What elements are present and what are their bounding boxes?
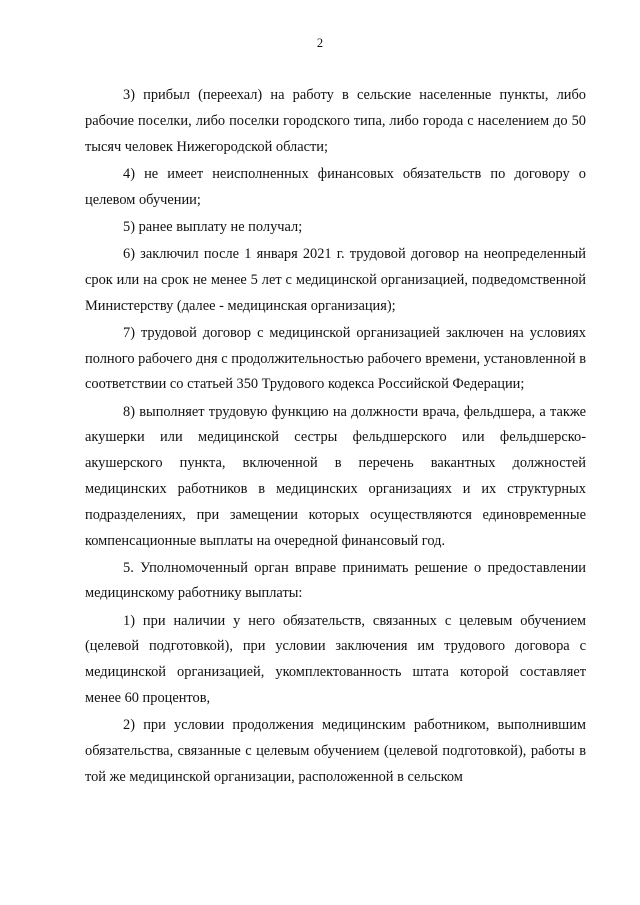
paragraph-clause-5-item-1: 1) при наличии у него обязательств, связанных с целевым обучением (целевой подготовкой), при условии заключения им трудового договора с медицинской организацией, укомплектованность штата которой составляет менее 60 процентов, bbox=[85, 612, 586, 707]
paragraph-item-5: 5) ранее выплату не получал; bbox=[123, 218, 303, 235]
document-body bbox=[85, 83, 586, 792]
paragraph-item-6: 6) заключил после 1 января 2021 г. трудовой договор на неопределенный срок или на срок не менее 5 лет с медицинской организацией, подведомственной Министерству (далее - медицинская организация); bbox=[85, 245, 586, 314]
page-number: 2 bbox=[316, 36, 324, 50]
paragraph-item-4: 4) не имеет неисполненных финансовых обязательств по договору о целевом обучении; bbox=[85, 165, 586, 208]
paragraph-item-7: 7) трудовой договор с медицинской организацией заключен на условиях полного рабочего дня с продолжительностью рабочего времени, установленной в соответствии со статьей 350 Трудового кодекса Российской Федерации; bbox=[85, 324, 586, 393]
paragraph-item-3: 3) прибыл (переехал) на работу в сельские населенные пункты, либо рабочие поселки, либо поселки городского типа, либо города с населением до 50 тысяч человек Нижегородской области; bbox=[85, 87, 586, 155]
paragraph-clause-5: 5. Уполномоченный орган вправе принимать решение о предоставлении медицинскому работнику выплаты: bbox=[85, 559, 586, 602]
paragraph-clause-5-item-2: 2) при условии продолжения медицинским работником, выполнившим обязательства, связанные с целевым обучением (целевой подготовкой), работы в той же медицинской организации, расположенной в сельском bbox=[85, 717, 586, 785]
paragraph-item-8: 8) выполняет трудовую функцию на должности врача, фельдшера, а также акушерки или медицинской сестры фельдшерского или фельдшерско-акушерского пункта, включенной в перечень вакантных должностей медицинских работников в медицинских организациях и их структурных подразделениях, при замещении которых осуществляются единовременные компенсационные выплаты на очередной финансовый год. bbox=[85, 403, 586, 549]
